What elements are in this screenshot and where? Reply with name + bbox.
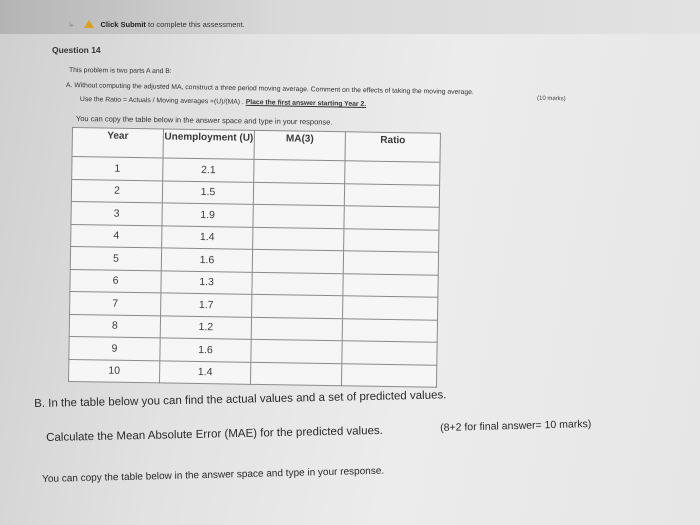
year-cell: 3 <box>71 201 162 225</box>
ma3-cell[interactable] <box>253 182 344 206</box>
year-cell: 5 <box>70 246 161 270</box>
submit-notice <box>68 20 245 29</box>
ratio-cell[interactable] <box>343 251 438 275</box>
part-b-copy-note: You can copy the table below in the answer space and type in your response. <box>42 465 385 485</box>
ma3-cell[interactable] <box>252 294 343 318</box>
year-cell: 10 <box>69 359 160 383</box>
unemployment-cell: 1.9 <box>162 203 253 227</box>
unemployment-cell: 1.2 <box>160 315 251 339</box>
header-unemployment-label: Unemployment (U) <box>164 131 254 144</box>
ratio-cell[interactable] <box>344 183 439 207</box>
ma3-cell[interactable] <box>253 204 344 228</box>
ratio-cell[interactable] <box>343 296 438 320</box>
mae-instruction: Calculate the Mean Absolute Error (MAE) for the predicted values. <box>46 424 384 444</box>
unemployment-cell: 1.6 <box>160 338 251 362</box>
back-arrow-icon[interactable]: ↳ <box>68 20 75 29</box>
problem-intro: This problem is two parts A and B: <box>68 67 172 76</box>
ratio-cell[interactable] <box>341 363 436 387</box>
header-ma3: MA(3) <box>254 130 345 160</box>
ratio-cell[interactable] <box>343 273 438 297</box>
part-a-instruction: A. Without computing the adjusted MA, construct a three period moving average. Comment on the effects of taking the moving average. <box>65 82 474 97</box>
ratio-cell[interactable] <box>344 206 439 230</box>
warning-icon <box>84 20 94 28</box>
unemployment-cell: 1.5 <box>162 180 253 204</box>
ratio-prefix: Use the Ratio = Actuals / Moving averages =(U)/(MA) . <box>79 96 244 106</box>
part-a-copy-note: You can copy the table below in the answer space and type in your response. <box>75 114 333 127</box>
ma3-cell[interactable] <box>252 249 343 273</box>
submit-instruction-rest: to complete this assessment. <box>145 20 245 29</box>
year-cell: 9 <box>69 336 160 360</box>
part-b-intro: B. In the table below you can find the actual values and a set of predicted values. <box>34 389 447 410</box>
ratio-cell[interactable] <box>344 228 439 252</box>
ratio-cell[interactable] <box>342 341 437 365</box>
moving-average-table[interactable] <box>68 127 441 388</box>
ma3-cell[interactable] <box>253 227 344 251</box>
ma3-cell[interactable] <box>252 272 343 296</box>
ma3-cell[interactable] <box>254 159 345 183</box>
question-heading: Question 14 <box>52 45 101 55</box>
unemployment-cell: 2.1 <box>163 158 254 182</box>
year-cell: 1 <box>72 157 163 181</box>
ratio-cell[interactable] <box>345 161 440 185</box>
table-row <box>69 359 437 387</box>
submit-instruction-bold: Click Submit <box>100 20 146 29</box>
ma3-cell[interactable] <box>251 339 342 363</box>
year-cell: 6 <box>70 269 161 293</box>
year-cell: 2 <box>71 179 162 203</box>
ma3-cell[interactable] <box>251 317 342 341</box>
header-ratio: Ratio <box>345 132 440 162</box>
part-b-marks: (8+2 for final answer= 10 marks) <box>440 418 592 434</box>
unemployment-cell: 1.4 <box>159 360 250 384</box>
unemployment-cell: 1.4 <box>162 225 253 249</box>
year-cell: 4 <box>71 224 162 248</box>
unemployment-cell: 1.6 <box>161 248 252 272</box>
unemployment-cell: 1.7 <box>161 293 252 317</box>
header-unemployment <box>163 129 254 159</box>
ratio-placement-note: Place the first answer starting Year 2. <box>245 98 367 108</box>
moving-average-table-wrapper <box>68 127 441 388</box>
part-a-marks: (10 marks) <box>536 95 566 103</box>
ratio-cell[interactable] <box>342 318 437 342</box>
year-cell: 8 <box>69 314 160 338</box>
unemployment-cell: 1.3 <box>161 270 252 294</box>
ratio-instruction <box>80 96 366 108</box>
year-cell: 7 <box>70 291 161 315</box>
header-year: Year <box>72 128 163 158</box>
ma3-cell[interactable] <box>250 362 341 386</box>
